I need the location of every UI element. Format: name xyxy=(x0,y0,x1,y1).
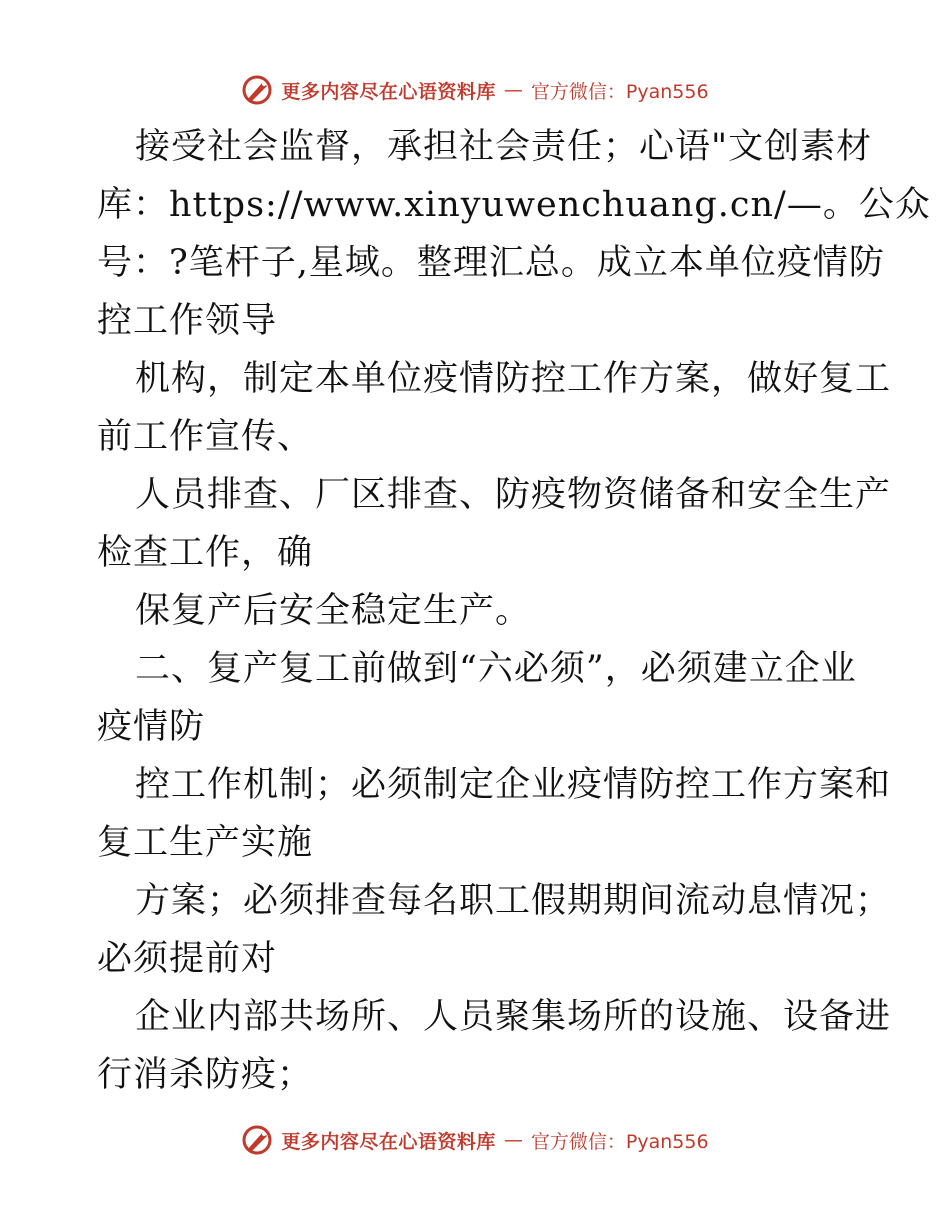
paragraph-line: 方案；必须排查每名职工假期期间流动息情况； xyxy=(135,881,892,921)
paragraph-line: 疫情防 xyxy=(97,707,206,747)
paragraph-line: 保复产后安全稳定生产。 xyxy=(135,591,532,631)
paragraph-line: 控工作领导 xyxy=(97,301,278,341)
paragraph-line: 库：https://www.xinyuwenchuang.cn/—。公众 xyxy=(97,185,931,225)
paragraph-line: 检查工作，确 xyxy=(97,533,314,573)
paragraph-line: 前工作宣传、 xyxy=(97,417,314,457)
paragraph-line: 号：?笔杆子,星域。整理汇总。成立本单位疫情防 xyxy=(97,243,885,283)
paragraph-line: 企业内部共场所、人员聚集场所的设施、设备进 xyxy=(135,997,892,1037)
paragraph-line: 控工作机制；必须制定企业疫情防控工作方案和 xyxy=(135,765,892,805)
pen-nib-logo-icon xyxy=(241,74,273,106)
footer-banner xyxy=(0,1120,950,1160)
header-banner xyxy=(0,70,950,110)
paragraph-line: 行消杀防疫； xyxy=(97,1055,314,1095)
banner-title: 更多内容尽在心语资料库 xyxy=(281,80,496,103)
pen-nib-logo-icon xyxy=(241,1124,273,1156)
banner-separator: — xyxy=(503,79,523,101)
paragraph-line: 必须提前对 xyxy=(97,939,278,979)
paragraph-line: 机构，制定本单位疫情防控工作方案，做好复工 xyxy=(135,359,892,399)
document-body xyxy=(97,118,931,1104)
paragraph-line: 复工生产实施 xyxy=(97,823,314,863)
paragraph-line: 人员排查、厂区排查、防疫物资储备和安全生产 xyxy=(135,475,892,515)
banner-separator: — xyxy=(503,1129,523,1151)
paragraph-line: 接受社会监督，承担社会责任；心语"文创素材 xyxy=(135,127,873,167)
banner-wechat: 官方微信：Pyan556 xyxy=(530,1130,709,1153)
banner-title: 更多内容尽在心语资料库 xyxy=(281,1130,496,1153)
banner-wechat: 官方微信：Pyan556 xyxy=(530,80,709,103)
paragraph-line: 二、复产复工前做到“六必须”，必须建立企业 xyxy=(135,649,857,689)
